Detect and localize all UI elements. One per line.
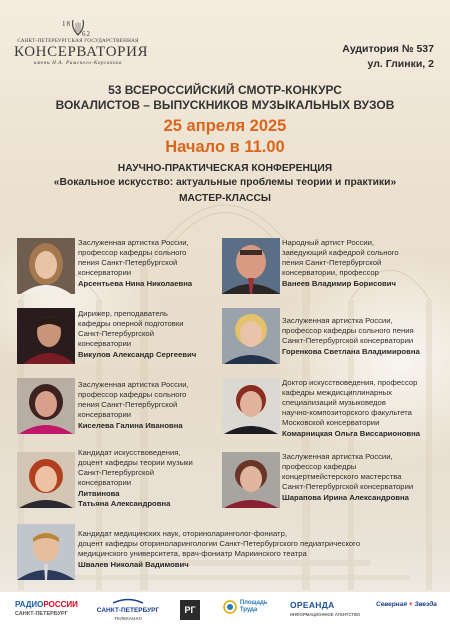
person-desc-line: доцент кафедры оториноларингологии Санкт-Петербургского педиатрического: [78, 538, 361, 548]
person-desc-line: Народный артист России,: [282, 238, 375, 247]
person-desc-line: кафедры междисциплинарных: [282, 387, 392, 397]
person-desc-line: консерватории: [78, 338, 132, 348]
portrait-photo: [17, 524, 75, 580]
person-desc-line: медицинского университета, врач-фониатр Мариинского театра: [78, 548, 307, 558]
ploschad-truda-logo: Площадь Труда: [222, 599, 268, 615]
person-card-text: [78, 238, 218, 289]
venue-room: Аудитория № 537: [342, 43, 434, 55]
person-name-line2: Татьяна Александровна: [78, 498, 171, 508]
person-desc-line: консерватории: [78, 267, 132, 277]
person-card-text: [78, 309, 218, 360]
person-desc-line: Санкт-Петербургской консерватории: [282, 335, 414, 345]
portrait-photo: [17, 308, 75, 364]
person-card-text: [282, 378, 448, 438]
person-desc-line: профессор кафедры сольного: [78, 247, 187, 257]
person-desc-line: Дирижер, преподаватель: [78, 309, 168, 318]
person-desc-line: профессор кафедры сольного: [78, 389, 187, 399]
rg-logo: РГ: [180, 600, 200, 620]
person-desc-line: Заслуженная артистка России,: [282, 452, 393, 461]
portrait-photo: [222, 308, 280, 364]
person-desc-line: консерватории, профессор: [282, 267, 379, 277]
person-desc-line: пения Санкт-Петербургской: [78, 257, 178, 267]
person-desc-line: профессор кафедры сольного пения: [282, 325, 414, 335]
sponsor-strip: [0, 592, 450, 636]
person-name: Горенкова Светлана Владимировна: [282, 346, 420, 356]
person-desc-line: Санкт-Петербургской: [78, 467, 154, 477]
person-card-text: [282, 452, 448, 503]
logo-subtitle: САНКТ-ПЕТЕРБУРГСКАЯ ГОСУДАРСТВЕННАЯ: [17, 38, 139, 44]
portrait-photo: [222, 238, 280, 294]
wave-icon: [113, 598, 143, 604]
venue-info: [342, 42, 434, 72]
person-desc-line: Доктор искусствоведения, профессор: [282, 378, 418, 387]
event-title-line1: 53 ВСЕРОССИЙСКИЙ СМОТР-КОНКУРС: [108, 83, 342, 97]
sun-icon: [222, 599, 238, 615]
portrait-photo: [222, 452, 280, 508]
portrait-photo: [222, 378, 280, 434]
person-name: Арсентьева Нина Николаевна: [78, 278, 193, 288]
severnaya-zvezda-logo: Северная + Звезда: [376, 601, 437, 608]
person-name: Литвинова: [78, 488, 120, 498]
person-desc-line: Заслуженная артистка России,: [78, 380, 189, 389]
person-desc-line: Санкт-Петербургской консерватории: [282, 481, 414, 491]
radio-russia-logo: РАДИОРОССИИ САНКТ-ПЕТЕРБУРГ: [15, 600, 78, 617]
person-card-text: [78, 380, 218, 431]
person-desc-line: концертмейстерского мастерства: [282, 471, 402, 481]
person-name: Киселева Галина Ивановна: [78, 420, 183, 430]
event-time: Начало в 11.00: [165, 138, 285, 156]
event-date: 25 апреля 2025: [163, 117, 287, 135]
headline: [0, 83, 450, 206]
portrait-photo: [17, 238, 75, 294]
person-desc-line: кафедры оперной подготовки: [78, 318, 184, 328]
person-desc-line: доцент кафедры теории музыки: [78, 457, 193, 467]
person-desc-line: специализаций музыковедов: [282, 397, 386, 407]
masterclasses-heading: МАСТЕР-КЛАССЫ: [178, 193, 272, 204]
person-card-text: [78, 529, 438, 570]
conference-title: «Вокальное искусство: актуальные проблемы теории и практики»: [53, 176, 397, 188]
person-desc-line: Московской консерватории: [282, 417, 380, 427]
person-desc-line: заведующий кафедрой сольного: [282, 247, 399, 257]
person-desc-line: Заслуженная артистка России,: [78, 238, 189, 247]
person-desc-line: пения Санкт-Петербургской: [78, 399, 178, 409]
person-desc-line: Санкт-Петербургской: [78, 328, 154, 338]
person-name: Комарницкая Ольга Виссарионовна: [282, 428, 421, 438]
conference-heading: НАУЧНО-ПРАКТИЧЕСКАЯ КОНФЕРЕНЦИЯ: [117, 163, 333, 174]
person-desc-line: консерватории: [78, 409, 132, 419]
event-title-line2: ВОКАЛИСТОВ – ВЫПУСКНИКОВ МУЗЫКАЛЬНЫХ ВУЗОВ: [55, 98, 395, 112]
person-desc-line: консерватории: [78, 477, 132, 487]
logo-emblem: [14, 18, 142, 38]
person-card-text: [282, 316, 448, 357]
logo-wordmark: КОНСЕРВАТОРИЯ: [14, 44, 149, 60]
spb-tv-logo: САНКТ-ПЕТЕРБУРГ ТЕЛЕКАНАЛ: [96, 598, 160, 623]
portrait-photo: [17, 452, 75, 508]
oreanda-logo: ОРЕАНДА ИНФОРМАЦИОННОЕ АГЕНТСТВО: [290, 600, 361, 617]
person-desc-line: Кандидат медицинских наук, оториноларинголог-фониатр,: [78, 529, 287, 538]
person-name: Швалев Николай Вадимович: [78, 559, 189, 569]
person-name: Шарапова Ирина Александровна: [282, 492, 409, 502]
conservatory-logo: [14, 18, 149, 66]
person-card-text: [78, 448, 218, 508]
logo-year-bottom: 62: [82, 30, 91, 38]
venue-street: ул. Глинки, 2: [367, 58, 434, 70]
person-desc-line: профессор кафедры: [282, 461, 357, 471]
person-name: Ванеев Владимир Борисович: [282, 278, 396, 288]
logo-year-top: 18: [62, 20, 71, 28]
logo-dedication: имени Н.А. Римского-Корсакова: [33, 60, 123, 66]
person-desc-line: пения Санкт-Петербургской: [282, 257, 382, 267]
person-card-text: [282, 238, 442, 289]
person-name: Викулов Александр Сергеевич: [78, 349, 197, 359]
person-desc-line: Кандидат искусствоведения,: [78, 448, 181, 457]
person-desc-line: научно-композиторского факультета: [282, 407, 412, 417]
portrait-photo: [17, 378, 75, 434]
person-desc-line: Заслуженная артистка России,: [282, 316, 393, 325]
